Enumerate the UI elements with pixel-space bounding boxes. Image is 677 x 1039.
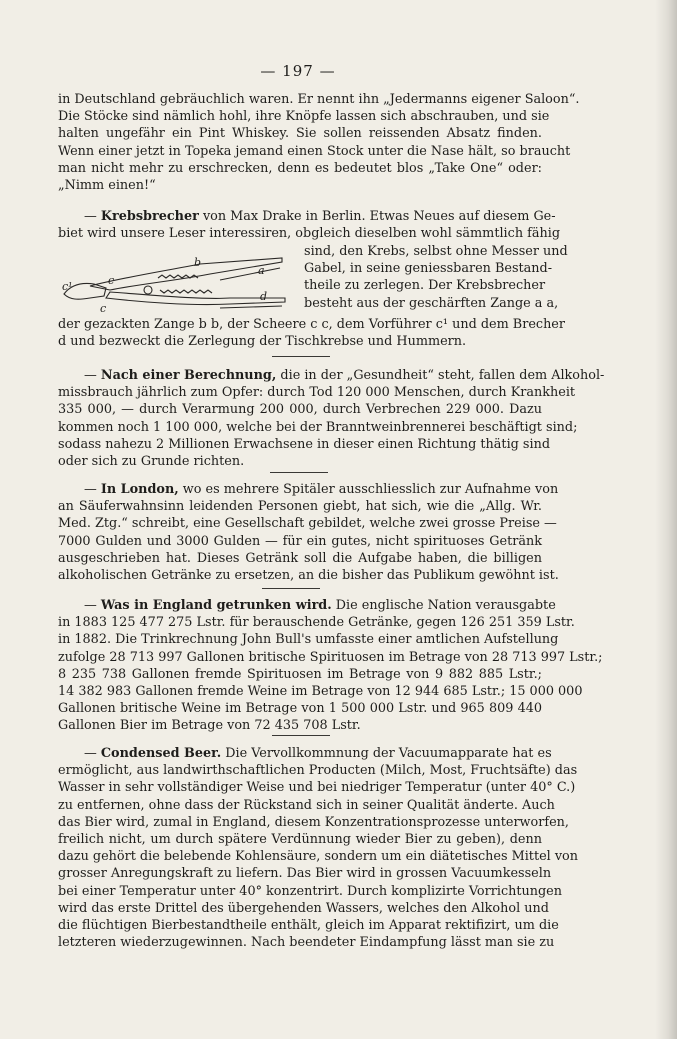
serrated-edge-bottom: [160, 290, 212, 293]
figure-label-c-lower: c: [100, 302, 107, 315]
text-line: ermöglicht, aus landwirthschaftlichen Producten (Milch, Most, Fruchtsäfte) das: [58, 763, 578, 779]
text-line: 335 000, — durch Verarmung 200 000, durch Verbrechen 229 000. Dazu: [58, 402, 542, 418]
pivot-circle: [144, 286, 152, 294]
paragraph-berechnung: [58, 367, 605, 470]
figure-label-a: a: [258, 264, 265, 277]
text-line: — Krebsbrecher von Max Drake in Berlin. Etwas Neues auf diesem Ge-: [84, 209, 556, 224]
text-line: in Deutschland gebräuchlich waren. Er nennt ihn „Jedermanns eigener Saloon“.: [58, 92, 580, 107]
text-line: besteht aus der geschärften Zange a a,: [304, 295, 559, 311]
paragraph-england: [58, 597, 603, 735]
jaw-line-lower: [220, 306, 282, 308]
text-line: sind, den Krebs, selbst ohne Messer und: [304, 244, 568, 259]
section-heading: In London,: [100, 482, 179, 497]
paragraph-london: [58, 481, 559, 584]
text-line: Gallonen Bier im Betrage von 72 435 708 Lstr.: [58, 718, 361, 734]
text-line: oder sich zu Grunde richten.: [58, 453, 245, 469]
text-line: — Nach einer Berechnung, die in der „Gesundheit“ steht, fallen dem Alkohol-: [84, 368, 605, 383]
text-line: — In London, wo es mehrere Spitäler ausschliesslich zur Aufnahme von: [84, 482, 559, 497]
text-line: missbrauch jährlich zum Opfer: durch Tod 120 000 Menschen, durch Krankheit: [58, 385, 576, 401]
text-line: biet wird unsere Leser interessiren, obgleich dieselben wohl sämmtlich fähig: [58, 226, 561, 242]
section-heading: Was in England getrunken wird.: [100, 598, 332, 613]
text-line: ausgeschrieben hat. Dieses Getränk soll die Aufgabe haben, die billigen: [58, 550, 542, 566]
text-line: alkoholischen Getränke zu ersetzen, an die bisher das Publikum gewöhnt ist.: [58, 567, 559, 583]
paragraph-krebsbrecher-wrapped: [304, 243, 568, 312]
text-line: der gezackten Zange b b, der Scheere c c, dem Vorführer c¹ und dem Brecher: [58, 317, 566, 332]
paragraph-condensed-beer: [58, 745, 579, 951]
text-line: Med. Ztg.“ schreibt, eine Gesellschaft gebildet, welche zwei grosse Preise —: [58, 516, 557, 532]
text-line: die flüchtigen Bierbestandtheile enthält, gleich im Apparat rektifizirt, um die: [58, 917, 559, 933]
text-line: 14 382 983 Gallonen fremde Weine im Betrage von 12 944 685 Lstr.; 15 000 000: [58, 683, 583, 699]
text-line: theile zu zerlegen. Der Krebsbrecher: [304, 278, 546, 294]
separator-rule: [272, 735, 330, 736]
text-line: letzteren wiederzugewinnen. Nach beendeter Eindampfung lässt man sie zu: [58, 935, 555, 951]
text-line: zu entfernen, ohne dass der Rückstand sich in seiner Qualität änderte. Auch: [58, 797, 555, 813]
text-line: man nicht mehr zu erschrecken, denn es bedeutet blos „Take One“ oder:: [58, 160, 542, 176]
text-line: „Nimm einen!“: [58, 177, 156, 193]
separator-rule: [270, 472, 328, 473]
text-line: — Was in England getrunken wird. Die englische Nation verausgabte: [84, 598, 556, 613]
text-line: sodass nahezu 2 Millionen Erwachsene in dieser einen Richtung thätig sind: [58, 436, 551, 452]
text-line: in 1883 125 477 275 Lstr. für berauschende Getränke, gegen 126 251 359 Lstr.: [58, 615, 575, 631]
text-line: d und bezweckt die Zerlegung der Tischkrebse und Hummern.: [58, 334, 467, 350]
section-heading: Condensed Beer.: [100, 746, 222, 761]
text-line: kommen noch 1 100 000, welche bei der Branntweinbrennerei beschäftigt sind;: [58, 419, 578, 435]
text-line: Wenn einer jetzt in Topeka jemand einen Stock unter die Nase hält, so braucht: [58, 143, 571, 159]
paragraph-krebsbrecher: [58, 208, 561, 242]
crab-cracker-figure: [60, 250, 290, 318]
figure-label-c: c: [108, 274, 115, 287]
text-line: — Condensed Beer. Die Vervollkommnung der Vacuumapparate hat es: [84, 746, 552, 761]
figure-label-c1: c¹: [62, 280, 73, 293]
text-line: Gabel, in seine geniessbaren Bestand-: [304, 261, 553, 277]
separator-rule: [262, 588, 320, 589]
text-line: halten ungefähr ein Pint Whiskey. Sie sollen reissenden Absatz finden.: [58, 126, 542, 142]
text-line: Wasser in sehr vollständiger Weise und bei niedriger Temperatur (unter 40° C.): [58, 780, 576, 796]
text-line: 8 235 738 Gallonen fremde Spirituosen im Betrage von 9 882 885 Lstr.;: [58, 666, 542, 682]
separator-rule: [272, 356, 330, 357]
text-line: Gallonen britische Weine im Betrage von 1 500 000 Lstr. und 965 809 440: [58, 701, 542, 717]
figure-label-b: b: [194, 256, 202, 269]
text-line: bei einer Temperatur unter 40° konzentrirt. Durch komplizirte Vorrichtungen: [58, 883, 563, 899]
section-heading: Nach einer Berechnung,: [100, 368, 277, 383]
text-line: zufolge 28 713 997 Gallonen britische Spirituosen im Betrage von 28 713 997 Lstr.;: [58, 649, 603, 665]
lower-jaw: [106, 292, 285, 305]
paragraph-krebsbrecher-end: [58, 316, 566, 350]
page-number: — 197 —: [260, 62, 336, 80]
figure-label-d: d: [260, 290, 268, 303]
section-heading: Krebsbrecher: [100, 209, 199, 224]
upper-jaw: [90, 258, 282, 290]
text-line: wird das erste Drittel des übergehenden Wassers, welches den Alkohol und: [58, 900, 549, 916]
text-line: in 1882. Die Trinkrechnung John Bull's umfasste einer amtlichen Aufstellung: [58, 632, 559, 648]
text-line: das Bier wird, zumal in England, diesem Konzentrationsprozesse unterworfen,: [58, 814, 569, 830]
text-line: dazu gehört die belebende Kohlensäure, sondern um ein diätetisches Mittel von: [58, 849, 579, 865]
binding-shadow: [655, 0, 677, 1039]
text-line: grosser Anregungskraft zu liefern. Das Bier wird in grossen Vacuumkesseln: [58, 866, 552, 882]
jaw-line: [220, 268, 280, 280]
paragraph-saloon: [58, 91, 580, 194]
text-line: Die Stöcke sind nämlich hohl, ihre Knöpfe lassen sich abschrauben, und sie: [58, 109, 550, 125]
text-line: 7000 Gulden und 3000 Gulden — für ein gutes, nicht spirituoses Getränk: [58, 533, 542, 549]
text-line: freilich nicht, um durch spätere Verdünnung wieder Bier zu geben), denn: [58, 831, 542, 847]
text-line: an Säuferwahnsinn leidenden Personen giebt, hat sich, wie die „Allg. Wr.: [58, 499, 542, 515]
